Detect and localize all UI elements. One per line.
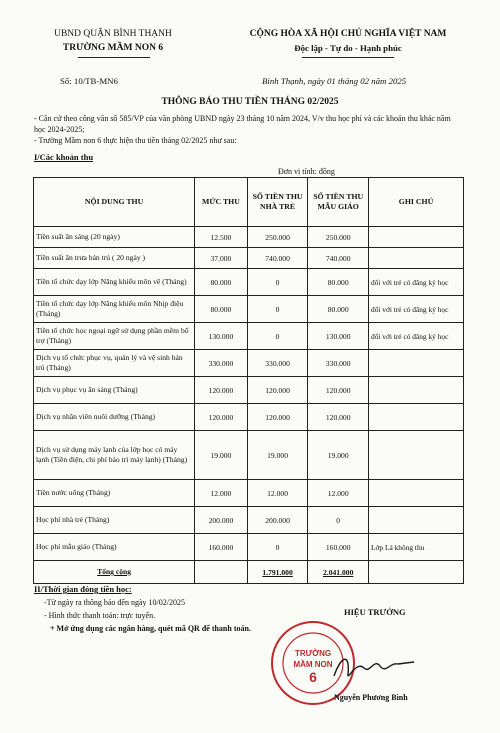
nation-header [228,27,468,55]
kindergarten-amount-cell: 0 [308,507,369,534]
rate-cell: 200.000 [195,507,248,534]
total-note [369,561,464,584]
nation-line2: Độc lập - Tự do - Hạnh phúc [294,43,402,53]
org-line1: UBND QUẬN BÌNH THẠNH [54,29,172,39]
rate-cell: 120.000 [195,404,248,431]
divider [78,57,150,58]
table-row [34,480,464,507]
note-cell [369,404,464,431]
item-name-cell: Học phí mẫu giáo (Tháng) [34,534,195,561]
rate-cell: 37.000 [195,248,248,269]
nursery-amount-cell: 0 [247,296,308,323]
svg-text:MẦM NON: MẦM NON [293,660,333,669]
kindergarten-amount-cell: 19.000 [308,431,369,480]
total-kindergarten: 2.041.000 [308,561,369,584]
table-row [34,534,464,561]
kindergarten-amount-cell: 80.000 [308,269,369,296]
item-name-cell: Tiền suất ăn sáng (20 ngày) [34,227,195,248]
nursery-amount-cell: 19.000 [247,431,308,480]
rate-cell: 12.500 [195,227,248,248]
rate-cell: 80.000 [195,269,248,296]
rate-cell: 160.000 [195,534,248,561]
item-name-cell: Dịch vụ tổ chức phục vụ, quản lý và vệ sinh bán trú (Tháng) [34,350,195,377]
kindergarten-amount-cell: 120.000 [308,404,369,431]
item-name-cell: Tiền tổ chức học ngoại ngữ sử dụng phần mềm bổ trợ (Tháng) [34,323,195,350]
table-row [34,404,464,431]
total-row [34,561,464,584]
table-header-row [34,178,464,227]
table-row [34,248,464,269]
table-row [34,227,464,248]
note-cell: Lớp Lá không thu [369,534,464,561]
svg-text:TRƯỜNG: TRƯỜNG [294,649,332,658]
section-heading-payment-time: II/Thời gian đóng tiền học: [34,584,132,594]
payment-deadline: -Từ ngày ra thông báo đến ngày 10/02/2025 [44,598,185,607]
signer-name: Nguyễn Phương Bình [334,693,408,702]
note-cell: đối với trẻ có đăng ký học [369,323,464,350]
note-cell: đối với trẻ có đăng ký học [369,269,464,296]
item-name-cell: Dịch vụ sử dụng máy lạnh của lớp học có máy lạnh (Tiền điện, chi phí bảo trì máy lạnh) (Tháng) [34,431,195,480]
nursery-amount-cell: 0 [247,323,308,350]
intro-line1: - Căn cứ theo công văn số 585/VP của văn phòng UBND ngày 23 tháng 10 năm 2024, V/v thu học phí và các khoản thu khác năm học 2024-2025; [34,114,451,134]
handwritten-signature [330,648,420,688]
nursery-amount-cell: 120.000 [247,377,308,404]
table-row [34,323,464,350]
svg-text:6: 6 [309,669,317,685]
page-title: THÔNG BÁO THU TIỀN THÁNG 02/2025 [161,97,339,107]
column-header: SỐ TIỀN THU NHÀ TRẺ [247,178,308,227]
note-cell [369,377,464,404]
item-name-cell: Dịch vụ nhân viên nuôi dưỡng (Tháng) [34,404,195,431]
org-header [38,27,188,55]
nursery-amount-cell: 120.000 [247,404,308,431]
table-row [34,377,464,404]
note-cell [369,227,464,248]
section-heading-fees: I/Các khoản thu [34,152,94,162]
intro-line2: - Trường Mầm non 6 thực hiện thu tiền tháng 02/2025 như sau: [34,136,237,145]
item-name-cell: Tiền tổ chức dạy lớp Năng khiếu môn Nhịp điệu (Tháng) [34,296,195,323]
kindergarten-amount-cell: 160.000 [308,534,369,561]
column-header: GHI CHÚ [369,178,464,227]
note-cell [369,350,464,377]
column-header: MỨC THU [195,178,248,227]
nursery-amount-cell: 12.000 [247,480,308,507]
nursery-amount-cell: 0 [247,534,308,561]
kindergarten-amount-cell: 120.000 [308,377,369,404]
document-number: Số: 10/TB-MN6 [60,76,118,86]
nursery-amount-cell: 0 [247,269,308,296]
column-header: SỐ TIỀN THU MẪU GIÁO [308,178,369,227]
nursery-amount-cell: 250.000 [247,227,308,248]
kindergarten-amount-cell: 330.000 [308,350,369,377]
item-name-cell: Học phí nhà trẻ (Tháng) [34,507,195,534]
divider [302,57,394,58]
kindergarten-amount-cell: 80.000 [308,296,369,323]
unit-label: Đơn vị tính: đồng [278,167,335,176]
payment-method: - Hình thức thanh toán: trực tuyến. [44,611,156,620]
rate-cell: 120.000 [195,377,248,404]
nation-line1: CỘNG HÒA XÃ HỘI CHỦ NGHĨA VIỆT NAM [249,29,447,39]
item-name-cell: Tiền nước uống (Tháng) [34,480,195,507]
kindergarten-amount-cell: 12.000 [308,480,369,507]
item-name-cell: Tiền tổ chức dạy lớp Năng khiếu môn vẽ (Tháng) [34,269,195,296]
item-name-cell: Tiền suất ăn trưa bán trú ( 20 ngày ) [34,248,195,269]
intro-text [34,113,464,146]
table-row [34,507,464,534]
rate-cell: 330.000 [195,350,248,377]
item-name-cell: Dịch vụ phục vụ ăn sáng (Tháng) [34,377,195,404]
kindergarten-amount-cell: 250.000 [308,227,369,248]
payment-instruction: + Mở ứng dụng các ngân hàng, quét mã QR để thanh toán. [50,624,251,633]
signer-title: HIỆU TRƯỞNG [344,607,406,617]
total-label: Tổng cộng [34,561,195,584]
nursery-amount-cell: 330.000 [247,350,308,377]
document-date: Bình Thạnh, ngày 01 tháng 02 năm 2025 [262,76,407,86]
nursery-amount-cell: 740.000 [247,248,308,269]
fees-table [33,177,464,584]
nursery-amount-cell: 200.000 [247,507,308,534]
column-header: NỘI DUNG THU [34,178,195,227]
note-cell: đối với trẻ có đăng ký học [369,296,464,323]
rate-cell: 19.000 [195,431,248,480]
note-cell [369,480,464,507]
kindergarten-amount-cell: 130.000 [308,323,369,350]
rate-cell: 130.000 [195,323,248,350]
table-row [34,350,464,377]
note-cell [369,431,464,480]
note-cell [369,507,464,534]
total-nursery: 1.791.000 [247,561,308,584]
table-row [34,269,464,296]
org-line2: TRƯỜNG MẦM NON 6 [62,43,164,53]
kindergarten-amount-cell: 740.000 [308,248,369,269]
total-rate [195,561,248,584]
table-row [34,296,464,323]
rate-cell: 12.000 [195,480,248,507]
rate-cell: 80.000 [195,296,248,323]
table-row [34,431,464,480]
note-cell [369,248,464,269]
